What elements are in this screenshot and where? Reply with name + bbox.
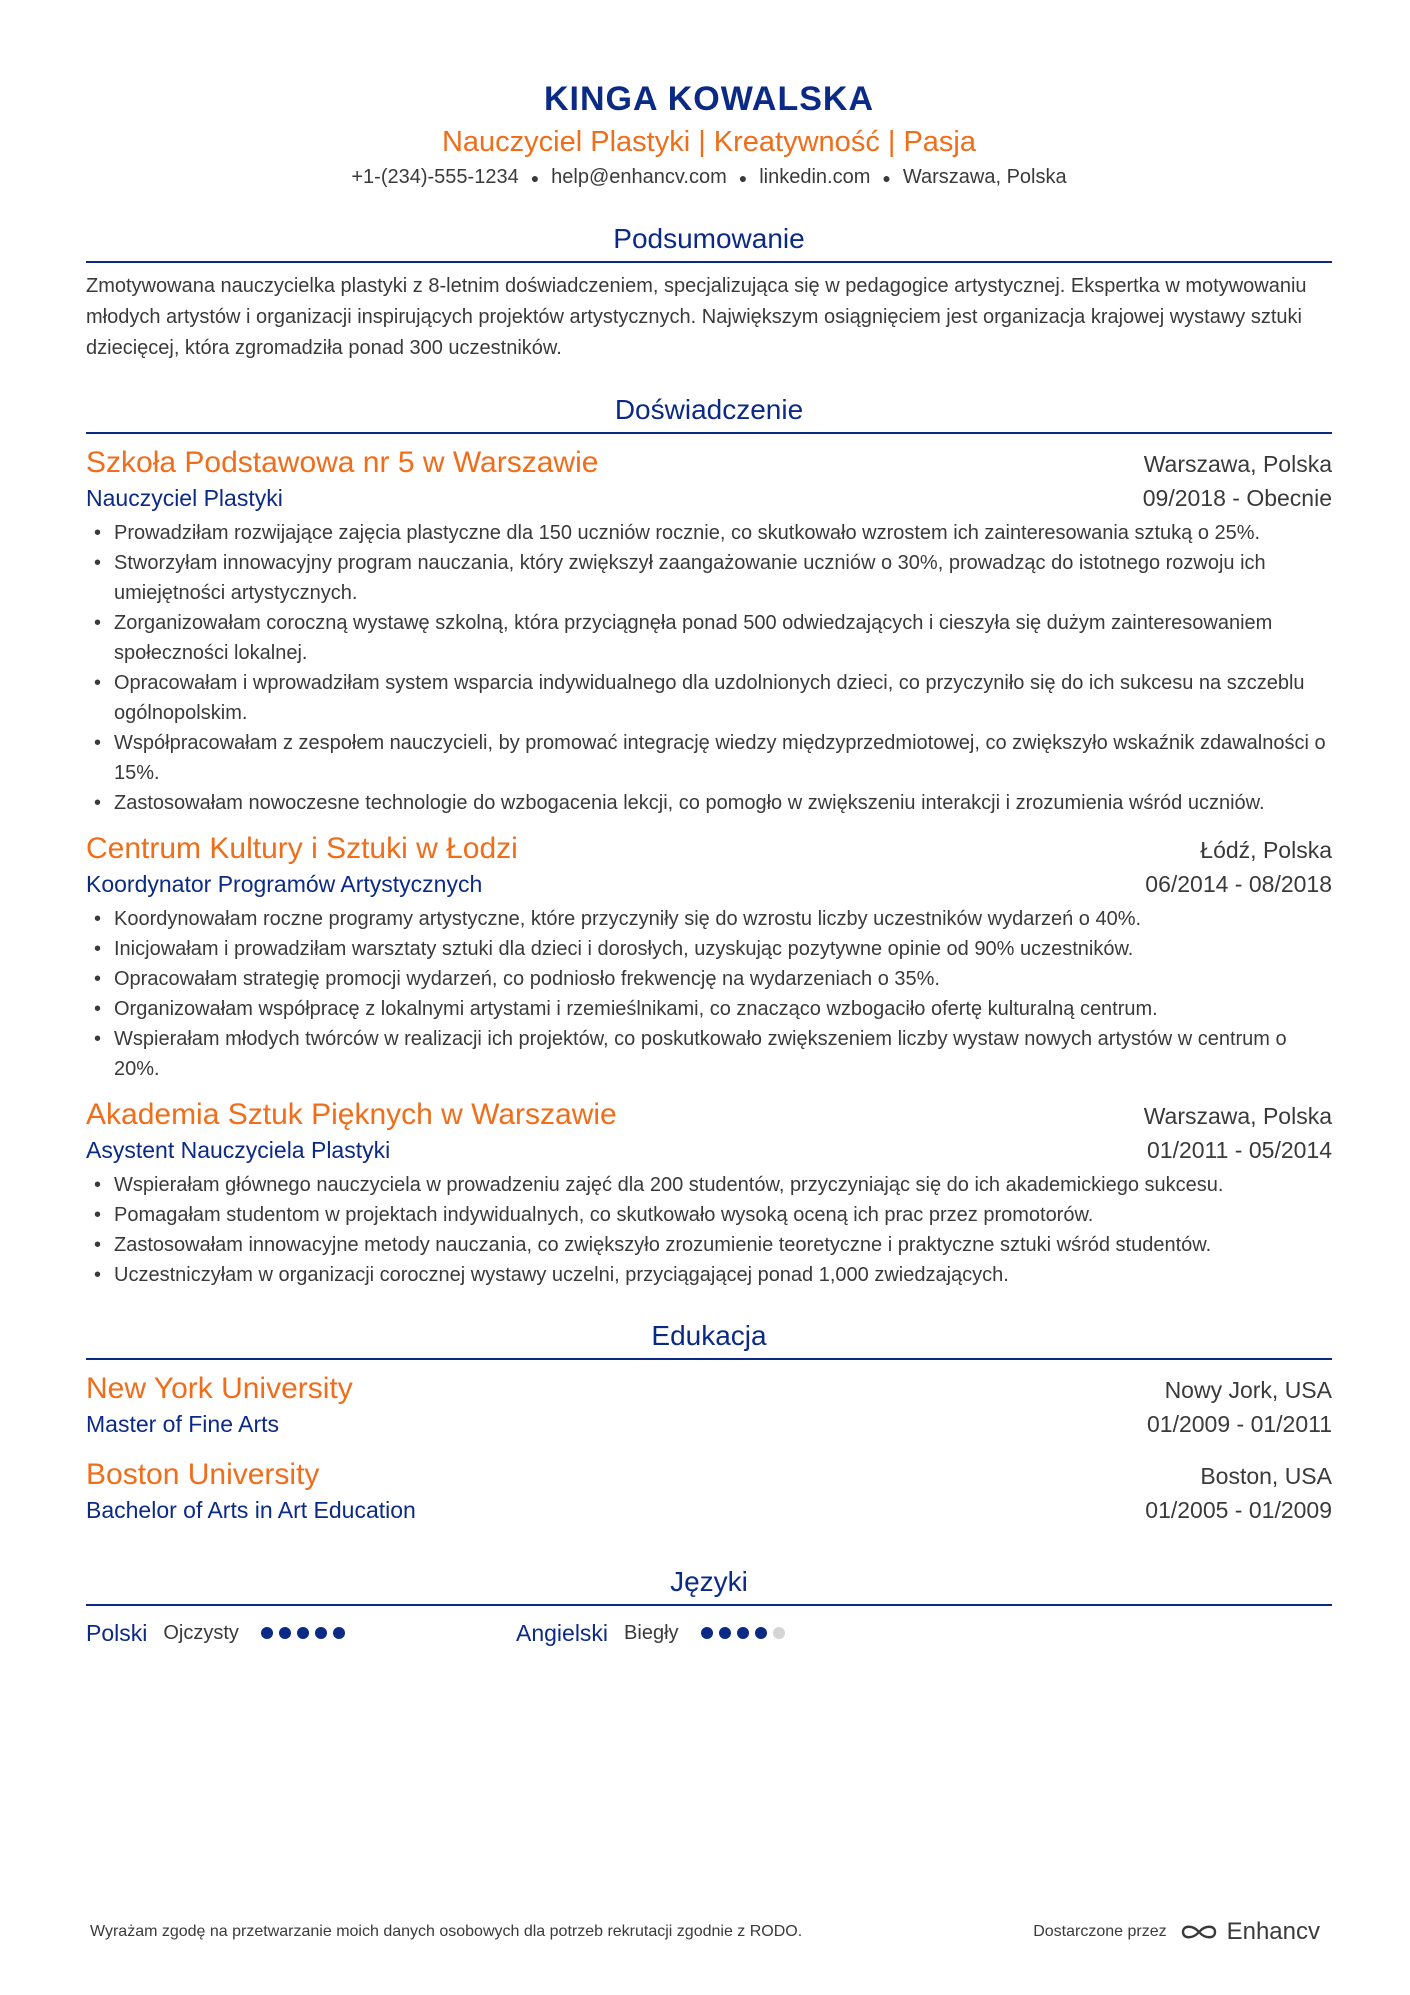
bullet-item: • Współpracowałam z zespołem nauczycieli, by promować integrację wiedzy międzyprzedmiotowej, co zwiększyło wskaźnik zdawalności o 15%. [86, 728, 1332, 788]
education-dates: 01/2009 - 01/2011 [1146, 1410, 1332, 1437]
bullet-item: • Stworzyłam innowacyjny program nauczania, który zwiększył zaangażowanie uczniów o 30%, prowadząc do istotnego rozwoju ich umiejętności artystycznych. [86, 548, 1332, 608]
degree: Bachelor of Arts in Art Education [86, 1496, 416, 1523]
language-level: Ojczysty [163, 1621, 239, 1644]
location: Warszawa, Polska [902, 166, 1067, 188]
footer [90, 1918, 1320, 1946]
education-entry [86, 1370, 1332, 1440]
powered-by [1033, 1918, 1320, 1946]
language-name: Angielski [516, 1619, 609, 1646]
languages-row [86, 1620, 1332, 1647]
phone: +1-(234)-555-1234 [351, 166, 519, 188]
separator-dot: ● [530, 169, 540, 186]
job-location: Warszawa, Polska [1143, 1102, 1332, 1129]
candidate-name: KINGA KOWALSKA [543, 80, 875, 118]
proficiency-dots [261, 1627, 345, 1639]
proficiency-dot-filled [333, 1627, 345, 1639]
bullet-item: • Zorganizowałam coroczną wystawę szkolną, która przyciągnęła ponad 500 odwiedzających i cieszyła się dużym zainteresowaniem społeczności lokalnej. [86, 608, 1332, 668]
proficiency-dots [701, 1627, 785, 1639]
proficiency-dot-filled [297, 1627, 309, 1639]
summary-text: Zmotywowana nauczycielka plastyki z 8-letnim doświadczeniem, specjalizująca się w pedagogice artystycznej. Ekspertka w motywowaniu młodych artystów i organizacji inspirujących projektów artystycznych. Największym osiągnięciem jest organizacja krajowej wystawy sztuki dziecięcej, która zgromadziła ponad 300 uczestników. [86, 274, 1307, 359]
education-dates: 01/2005 - 01/2009 [1145, 1496, 1332, 1523]
bullet-item: • Koordynowałam roczne programy artystyczne, które przyczyniły się do wzrostu liczby uczestników wydarzeń o 40%. [86, 904, 1332, 934]
proficiency-dot-empty [773, 1627, 785, 1639]
bullet-item: • Wspierałam młodych twórców w realizacji ich projektów, co poskutkowało zwiększeniem liczby wystaw nowych artystów w centrum o 20%. [86, 1024, 1332, 1084]
bullet-list [86, 1170, 1332, 1290]
school-name: Boston University [86, 1457, 320, 1491]
experience-entry [86, 444, 1332, 818]
experience-entry [86, 830, 1332, 1084]
language-item [516, 1620, 946, 1647]
proficiency-dot-filled [279, 1627, 291, 1639]
language-name: Polski [86, 1619, 148, 1646]
company-name: Akademia Sztuk Pięknych w Warszawie [86, 1097, 617, 1131]
job-title: Koordynator Programów Artystycznych [86, 870, 483, 897]
section-title-summary: Podsumowanie [86, 221, 1332, 263]
bullet-item: • Pomagałam studentom w projektach indywidualnych, co skutkowało wysoką oceną ich prac przez promotorów. [86, 1200, 1332, 1230]
proficiency-dot-filled [261, 1627, 273, 1639]
bullet-item: • Wspierałam głównego nauczyciela w prowadzeniu zajęć dla 200 studentów, przyczyniając się do ich akademickiego sukcesu. [86, 1170, 1332, 1200]
proficiency-dot-filled [755, 1627, 767, 1639]
section-title-education: Edukacja [86, 1318, 1332, 1360]
job-dates: 09/2018 - Obecnie [1142, 484, 1332, 511]
proficiency-dot-filled [737, 1627, 749, 1639]
proficiency-dot-filled [701, 1627, 713, 1639]
bullet-item: • Uczestniczyłam w organizacji corocznej wystawy uczelni, przyciągającej ponad 1,000 zwiedzających. [86, 1260, 1332, 1290]
job-location: Warszawa, Polska [1143, 450, 1332, 477]
proficiency-dot-filled [315, 1627, 327, 1639]
email[interactable]: help@enhancv.com [551, 166, 727, 188]
company-name: Szkoła Podstawowa nr 5 w Warszawie [86, 445, 599, 479]
bullet-item: • Opracowałam strategię promocji wydarzeń, co podniosło frekwencję na wydarzeniach o 35%. [86, 964, 1332, 994]
enhancv-logo-icon [1179, 1921, 1219, 1943]
school-name: New York University [86, 1371, 353, 1405]
linkedin[interactable]: linkedin.com [759, 166, 871, 188]
language-level: Biegły [624, 1621, 679, 1644]
section-title-experience: Doświadczenie [86, 392, 1332, 434]
job-location: Łódź, Polska [1200, 836, 1332, 863]
bullet-item: • Zastosowałam nowoczesne technologie do wzbogacenia lekcji, co pomogło w zwiększeniu interakcji i zrozumienia wśród uczniów. [86, 788, 1332, 818]
school-location: Nowy Jork, USA [1164, 1376, 1332, 1403]
languages-section [86, 1564, 1332, 1647]
education-entry [86, 1456, 1332, 1526]
job-dates: 01/2011 - 05/2014 [1146, 1136, 1332, 1163]
bullet-item: • Zastosowałam innowacyjne metody nauczania, co zwiększyło zrozumienie teoretyczne i praktyczne sztuki wśród studentów. [86, 1230, 1332, 1260]
bullet-list [86, 904, 1332, 1084]
resume [86, 0, 1332, 1647]
separator-dot: ● [882, 169, 891, 186]
experience-entry [86, 1096, 1332, 1290]
bullet-item: • Opracowałam i wprowadziłam system wsparcia indywidualnego dla uzdolnionych dzieci, co przyczyniło się do ich sukcesu na szczeblu ogólnopolskim. [86, 668, 1332, 728]
powered-by-label: Dostarczone przez [1033, 1923, 1167, 1940]
education-section [86, 1318, 1332, 1526]
company-name: Centrum Kultury i Sztuki w Łodzi [86, 831, 518, 865]
brand-name[interactable]: Enhancv [1226, 1918, 1320, 1945]
school-location: Boston, USA [1200, 1462, 1332, 1489]
summary-section [86, 221, 1332, 364]
job-title: Nauczyciel Plastyki [86, 484, 283, 511]
experience-section [86, 392, 1332, 1290]
bullet-item: • Prowadziłam rozwijające zajęcia plastyczne dla 150 uczniów rocznie, co skutkowało wzrostem ich zainteresowania sztuką o 25%. [86, 518, 1332, 548]
bullet-item: • Inicjowałam i prowadziłam warsztaty sztuki dla dzieci i dorosłych, uzyskując pozytywne opinie od 90% uczestników. [86, 934, 1332, 964]
separator-dot: ● [738, 169, 748, 186]
contact-line [86, 164, 1332, 191]
bullet-item: • Organizowałam współpracę z lokalnymi artystami i rzemieślnikami, co znacząco wzbogaciło ofertę kulturalną centrum. [86, 994, 1332, 1024]
consent-text: Wyrażam zgodę na przetwarzanie moich danych osobowych dla potrzeb rekrutacji zgodnie z RODO. [90, 1923, 803, 1940]
language-item [86, 1620, 516, 1647]
bullet-list [86, 518, 1332, 818]
headline: Nauczyciel Plastyki | Kreatywność | Pasja [441, 126, 977, 158]
job-dates: 06/2014 - 08/2018 [1145, 870, 1332, 897]
degree: Master of Fine Arts [86, 1410, 280, 1437]
proficiency-dot-filled [719, 1627, 731, 1639]
section-title-languages: Języki [86, 1564, 1332, 1606]
job-title: Asystent Nauczyciela Plastyki [86, 1136, 391, 1163]
